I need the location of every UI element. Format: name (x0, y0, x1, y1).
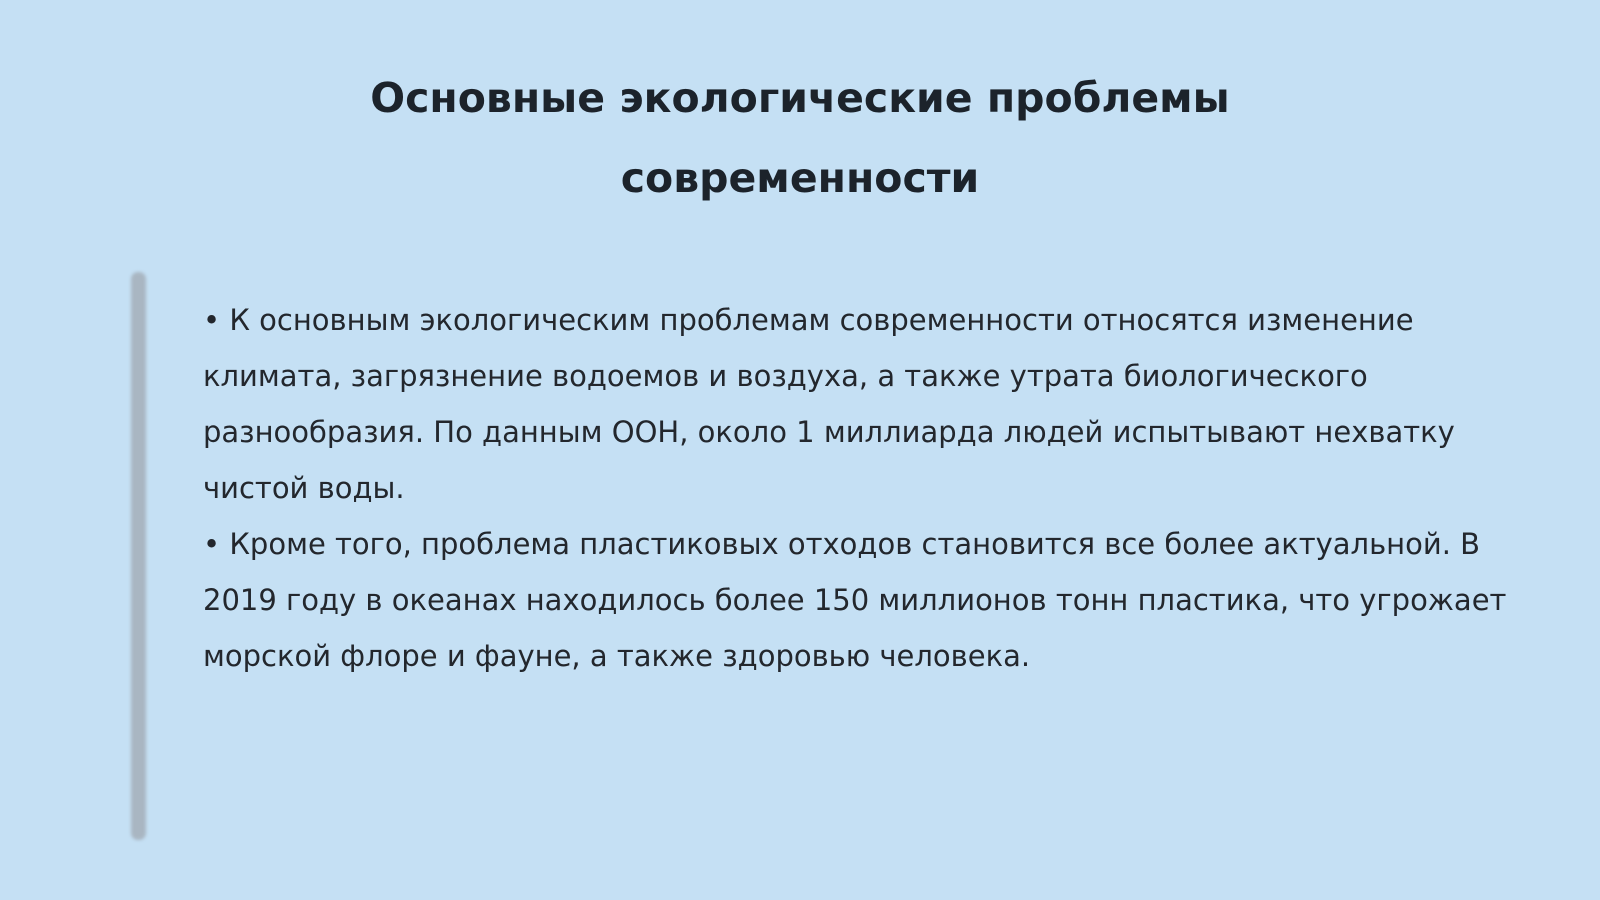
slide-title: Основные экологические проблемы современности (370, 74, 1230, 202)
slide-body (203, 292, 1533, 684)
bullet-paragraph: • Кроме того, проблема пластиковых отходов становится все более актуальной. В 2019 году в океанах находилось более 150 миллионов тонн пластика, что угрожает морской флоре и фауне, а также здоровью человека. (203, 527, 1507, 673)
bullet-paragraph: • К основным экологическим проблемам современности относятся изменение климата, загрязнение водоемов и воздуха, а также утрата биологического разнообразия. По данным ООН, около 1 миллиарда людей испытывают нехватку чистой воды. (203, 303, 1455, 505)
accent-bar (131, 272, 146, 840)
